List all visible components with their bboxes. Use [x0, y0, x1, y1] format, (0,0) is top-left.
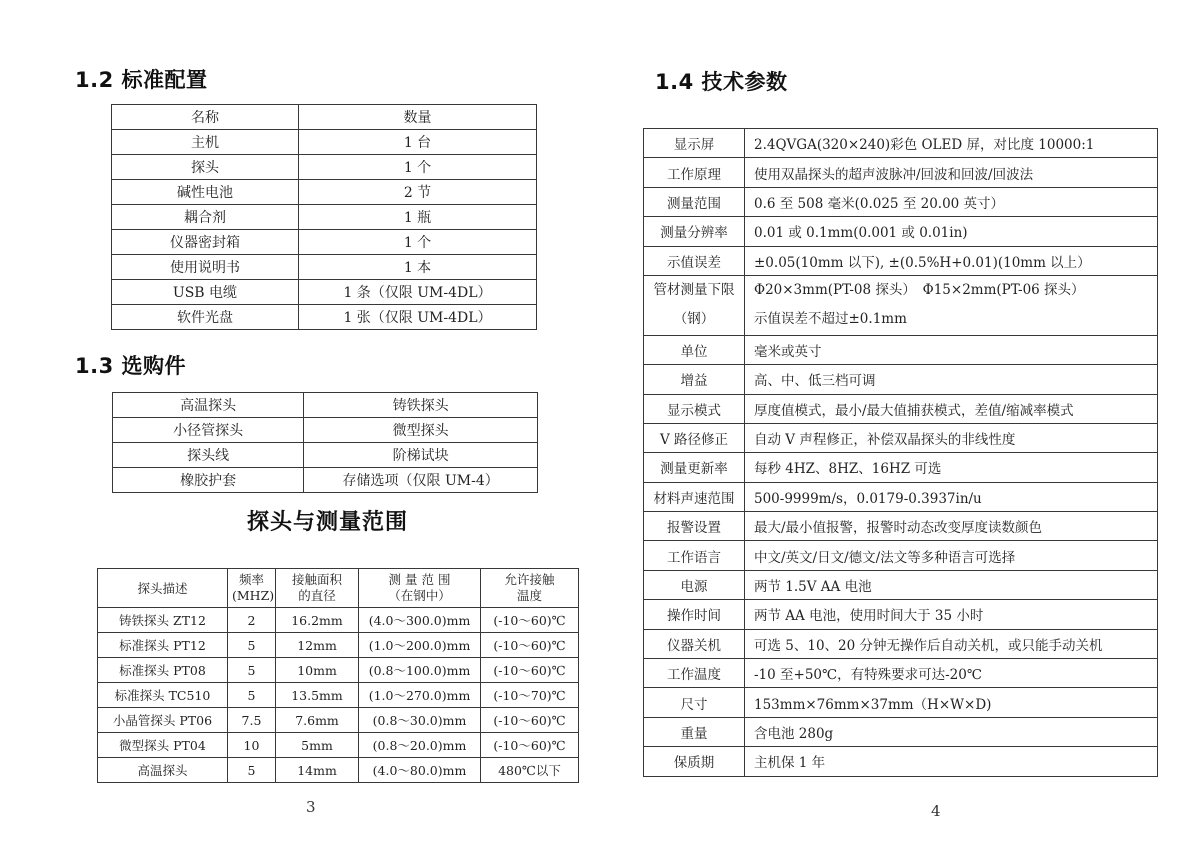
table-row	[644, 365, 1158, 394]
table-cell: 测量更新率	[644, 453, 745, 482]
table-cell: (0.8～20.0)mm	[359, 733, 481, 758]
table-cell: 中文/英文/日文/德文/法文等多种语言可选择	[745, 541, 1158, 570]
table-cell: (-10～60)℃	[481, 633, 579, 658]
table-cell: 1 本	[299, 255, 537, 280]
table-cell: 7.5	[228, 708, 276, 733]
table-row	[113, 393, 538, 418]
table-cell: 存储选项（仅限 UM-4）	[304, 468, 538, 493]
table-row	[112, 230, 537, 255]
table-cell: (-10～60)℃	[481, 733, 579, 758]
table-cell: (4.0～80.0)mm	[359, 758, 481, 783]
table-cell: 使用双晶探头的超声波脉冲/回波和回波/回波法	[745, 158, 1158, 187]
table-cell: 耦合剂	[112, 205, 299, 230]
table-cell: 碱性电池	[112, 180, 299, 205]
table-cell: 铸铁探头 ZT12	[98, 608, 228, 633]
table-cell: Φ20×3mm(PT-08 探头） Φ15×2mm(PT-06 探头） 示值误差不超过±0.1mm	[745, 275, 1158, 335]
table-header-row	[98, 569, 579, 608]
table-cell: 1 条（仅限 UM-4DL）	[299, 280, 537, 305]
table-cell: 主机保 1 年	[745, 747, 1158, 776]
column-header: 探头描述	[98, 569, 228, 608]
table-row	[112, 130, 537, 155]
table-cell: 仪器密封箱	[112, 230, 299, 255]
table-cell: 5	[228, 633, 276, 658]
table-cell: 测量分辨率	[644, 217, 745, 246]
table-row	[644, 600, 1158, 629]
table-row	[644, 394, 1158, 423]
table-cell: (4.0～300.0)mm	[359, 608, 481, 633]
table-cell: 探头线	[113, 443, 304, 468]
table-cell: 1 台	[299, 130, 537, 155]
table-cell: 重量	[644, 717, 745, 746]
tech-specs-table	[643, 128, 1158, 777]
table-cell: 尺寸	[644, 688, 745, 717]
table-row	[644, 453, 1158, 482]
table-cell: USB 电缆	[112, 280, 299, 305]
table-row	[644, 512, 1158, 541]
table-row	[113, 443, 538, 468]
table-cell: 电源	[644, 570, 745, 599]
table-cell: 16.2mm	[276, 608, 359, 633]
table-cell: 高温探头	[113, 393, 304, 418]
table-row	[644, 629, 1158, 658]
column-header: 频率 (MHZ)	[228, 569, 276, 608]
table-cell: 使用说明书	[112, 255, 299, 280]
table-row	[644, 335, 1158, 364]
table-cell: 2.4QVGA(320×240)彩色 OLED 屏，对比度 10000:1	[745, 129, 1158, 158]
table-cell: 工作温度	[644, 659, 745, 688]
table-cell: 153mm×76mm×37mm（H×W×D)	[745, 688, 1158, 717]
table-cell: 主机	[112, 130, 299, 155]
table-cell: (1.0～200.0)mm	[359, 633, 481, 658]
table-row	[113, 468, 538, 493]
table-cell: 报警设置	[644, 512, 745, 541]
table-row	[112, 155, 537, 180]
table-row	[98, 633, 579, 658]
table-cell: 7.6mm	[276, 708, 359, 733]
section-heading-optional-parts: 1.3 选购件	[75, 354, 187, 378]
table-row	[644, 187, 1158, 216]
table-cell: 显示模式	[644, 394, 745, 423]
table-cell: 仪器关机	[644, 629, 745, 658]
table-row	[98, 683, 579, 708]
table-row	[112, 305, 537, 330]
table-cell: 探头	[112, 155, 299, 180]
table-row	[112, 255, 537, 280]
table-row	[644, 275, 1158, 335]
table-cell: (-10～60)℃	[481, 708, 579, 733]
table-row	[644, 717, 1158, 746]
table-cell: 1 张（仅限 UM-4DL）	[299, 305, 537, 330]
table-row	[112, 105, 537, 130]
table-cell: (0.8～100.0)mm	[359, 658, 481, 683]
table-cell: 管材测量下限 （钢）	[644, 275, 745, 335]
table-row	[644, 129, 1158, 158]
table-cell: 保质期	[644, 747, 745, 776]
table-cell: 标准探头 TC510	[98, 683, 228, 708]
table-row	[98, 608, 579, 633]
page-number-left: 3	[306, 798, 316, 816]
table-cell: 软件光盘	[112, 305, 299, 330]
table-cell: 数量	[299, 105, 537, 130]
table-cell: 标准探头 PT12	[98, 633, 228, 658]
table-cell: 12mm	[276, 633, 359, 658]
table-cell: (-10～70)℃	[481, 683, 579, 708]
table-cell: 小晶管探头 PT06	[98, 708, 228, 733]
table-cell: 高温探头	[98, 758, 228, 783]
table-cell: 0.01 或 0.1mm(0.001 或 0.01in)	[745, 217, 1158, 246]
table-cell: 单位	[644, 335, 745, 364]
table-cell: 10	[228, 733, 276, 758]
standard-config-table	[111, 104, 537, 330]
table-cell: 高、中、低三档可调	[745, 365, 1158, 394]
table-cell: 两节 AA 电池，使用时间大于 35 小时	[745, 600, 1158, 629]
table-cell: 铸铁探头	[304, 393, 538, 418]
table-cell: 微型探头	[304, 418, 538, 443]
table-row	[98, 658, 579, 683]
table-cell: 标准探头 PT08	[98, 658, 228, 683]
table-cell: 含电池 280g	[745, 717, 1158, 746]
table-cell: 5	[228, 758, 276, 783]
table-row	[98, 708, 579, 733]
table-cell: 10mm	[276, 658, 359, 683]
table-cell: 阶梯试块	[304, 443, 538, 468]
table-cell: 最大/最小值报警，报警时动态改变厚度读数颜色	[745, 512, 1158, 541]
table-cell: 1 瓶	[299, 205, 537, 230]
table-cell: 0.6 至 508 毫米(0.025 至 20.00 英寸）	[745, 187, 1158, 216]
table-cell: 示值误差	[644, 246, 745, 275]
table-row	[644, 688, 1158, 717]
table-cell: 5	[228, 658, 276, 683]
column-header: 接触面积 的直径	[276, 569, 359, 608]
table-cell: 2	[228, 608, 276, 633]
table-cell: 1 个	[299, 155, 537, 180]
table-cell: -10 至+50℃，有特殊要求可达-20℃	[745, 659, 1158, 688]
column-header: 测 量 范 围 （在钢中）	[359, 569, 481, 608]
table-cell: 两节 1.5V AA 电池	[745, 570, 1158, 599]
table-cell: (-10～60)℃	[481, 608, 579, 633]
page-number-right: 4	[931, 802, 941, 820]
table-cell: 操作时间	[644, 600, 745, 629]
table-cell: 工作语言	[644, 541, 745, 570]
table-cell: 500-9999m/s，0.0179-0.3937in/u	[745, 482, 1158, 511]
column-header: 允许接触 温度	[481, 569, 579, 608]
table-row	[644, 541, 1158, 570]
table-cell: 5mm	[276, 733, 359, 758]
table-cell: 微型探头 PT04	[98, 733, 228, 758]
table-cell: 橡胶护套	[113, 468, 304, 493]
table-row	[644, 217, 1158, 246]
section-heading-tech-specs: 1.4 技术参数	[655, 70, 788, 94]
table-cell: 每秒 4HZ、8HZ、16HZ 可选	[745, 453, 1158, 482]
table-row	[112, 180, 537, 205]
probe-range-table	[97, 568, 579, 783]
table-cell: 小径管探头	[113, 418, 304, 443]
table-cell: V 路径修正	[644, 423, 745, 452]
section-heading-standard-config: 1.2 标准配置	[75, 68, 208, 92]
table-row	[644, 570, 1158, 599]
table-cell: (-10～60)℃	[481, 658, 579, 683]
table-cell: 13.5mm	[276, 683, 359, 708]
table-cell: 增益	[644, 365, 745, 394]
table-cell: 显示屏	[644, 129, 745, 158]
table-row	[644, 423, 1158, 452]
table-cell: 5	[228, 683, 276, 708]
table-cell: 工作原理	[644, 158, 745, 187]
table-cell: 14mm	[276, 758, 359, 783]
table-cell: 2 节	[299, 180, 537, 205]
table-row	[112, 205, 537, 230]
table-cell: 自动 V 声程修正，补偿双晶探头的非线性度	[745, 423, 1158, 452]
table-row	[644, 482, 1158, 511]
table-row	[644, 158, 1158, 187]
table-cell: 可选 5、10、20 分钟无操作后自动关机，或只能手动关机	[745, 629, 1158, 658]
table-cell: (0.8～30.0)mm	[359, 708, 481, 733]
table-row	[644, 246, 1158, 275]
optional-parts-table	[112, 392, 538, 493]
table-row	[112, 280, 537, 305]
table-cell: 测量范围	[644, 187, 745, 216]
table-cell: (1.0～270.0)mm	[359, 683, 481, 708]
table-cell: 480℃以下	[481, 758, 579, 783]
table-cell: 名称	[112, 105, 299, 130]
table-cell: 材料声速范围	[644, 482, 745, 511]
table-cell: 1 个	[299, 230, 537, 255]
table-cell: 毫米或英寸	[745, 335, 1158, 364]
table-row	[98, 733, 579, 758]
table-row	[644, 747, 1158, 776]
table-row	[644, 659, 1158, 688]
table-row	[98, 758, 579, 783]
table-cell: 厚度值模式，最小/最大值捕获模式，差值/缩减率模式	[745, 394, 1158, 423]
table-cell: ±0.05(10mm 以下), ±(0.5%H+0.01)(10mm 以上）	[745, 246, 1158, 275]
table-row	[113, 418, 538, 443]
probe-range-title: 探头与测量范围	[246, 510, 408, 535]
